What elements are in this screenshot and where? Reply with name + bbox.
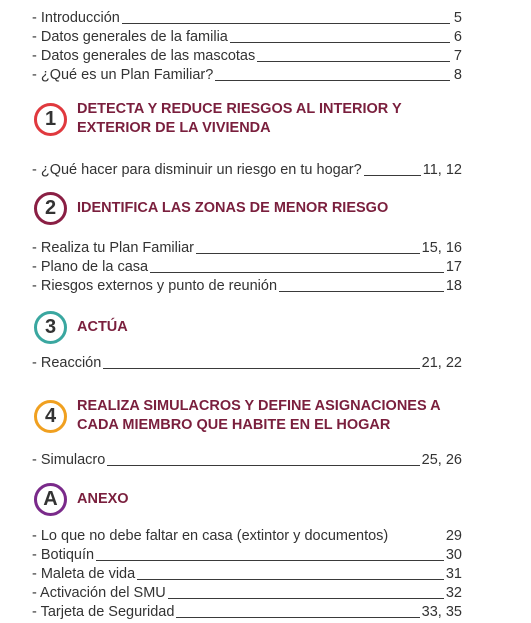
dotted-leader: [257, 61, 450, 62]
toc-entry: [32, 65, 462, 84]
toc-entry: [32, 160, 462, 179]
toc-entry-page: 30: [445, 547, 462, 563]
toc-entry-label: - ¿Qué es un Plan Familiar?: [32, 67, 214, 83]
toc-entry-page: 15, 16: [421, 240, 462, 256]
toc-entry: [32, 450, 462, 469]
dotted-leader: [122, 23, 450, 24]
toc-entry: [32, 276, 462, 295]
dotted-leader: [364, 175, 421, 176]
toc-entry-label: - Introducción: [32, 10, 120, 26]
dotted-leader: [279, 291, 444, 292]
toc-entry: [32, 238, 462, 257]
toc-entry-page: 25, 26: [421, 452, 462, 468]
toc-entry-page: 6: [453, 29, 462, 45]
toc-entry: [32, 8, 462, 27]
toc-entry-label: - ¿Qué hacer para disminuir un riesgo en tu hogar?: [32, 162, 362, 178]
toc-entry-page: 32: [445, 585, 462, 601]
section-letter-badge: A: [34, 483, 67, 516]
toc-entry-label: - Riesgos externos y punto de reunión: [32, 278, 278, 294]
toc-entry-label: - Reacción: [32, 355, 102, 371]
toc-entry-label: - Botiquín: [32, 547, 95, 563]
toc-entry: [32, 545, 462, 564]
toc-entry-page: 33, 35: [421, 604, 462, 620]
toc-entry-page: 11, 12: [422, 162, 462, 178]
section-title: DETECTA Y REDUCE RIESGOS AL INTERIOR Y EXTERIOR DE LA VIVIENDA: [77, 101, 402, 136]
toc-entry-label: - Datos generales de las mascotas: [32, 48, 256, 64]
toc-entry-page: 7: [453, 48, 462, 64]
toc-entry-label: - Realiza tu Plan Familiar: [32, 240, 194, 256]
section-title: IDENTIFICA LAS ZONAS DE MENOR RIESGO: [77, 200, 389, 216]
dotted-leader: [168, 598, 444, 599]
section-heading-annex: [34, 483, 457, 516]
section-title: ACTÚA: [77, 319, 128, 335]
toc-entry-page: 29: [445, 528, 462, 544]
dotted-leader: [103, 368, 419, 369]
toc-entry-label: - Simulacro: [32, 452, 106, 468]
toc-entry-label: - Datos generales de la familia: [32, 29, 228, 45]
toc-entry: [32, 583, 462, 602]
dotted-leader: [96, 560, 444, 561]
toc-entry: [32, 602, 462, 621]
toc-entry: [32, 353, 462, 372]
toc-entry-page: 21, 22: [421, 355, 462, 371]
dotted-leader: [230, 42, 450, 43]
toc-entry: [32, 257, 462, 276]
section-number-badge: 2: [34, 192, 67, 225]
toc-entry: [32, 564, 462, 583]
section-heading-1: [34, 100, 457, 138]
toc-entry-label: - Tarjeta de Seguridad: [32, 604, 175, 620]
section-number-badge: 1: [34, 103, 67, 136]
toc-entry-page: 18: [445, 278, 462, 294]
section-heading-4: [34, 397, 457, 435]
toc-entry-page: 8: [453, 67, 462, 83]
toc-entry-page: 17: [445, 259, 462, 275]
toc-entry-label: - Activación del SMU: [32, 585, 166, 601]
toc-entry: [32, 27, 462, 46]
toc-entry-page: 31: [445, 566, 462, 582]
toc-entry: [32, 526, 462, 545]
section-heading-2: [34, 192, 457, 225]
section-title: REALIZA SIMULACROS Y DEFINE ASIGNACIONES A CADA MIEMBRO QUE HABITE EN EL HOGAR: [77, 398, 441, 433]
toc-entry-label: - Maleta de vida: [32, 566, 136, 582]
toc-entry: [32, 46, 462, 65]
dotted-leader: [150, 272, 444, 273]
toc-entry-label: - Plano de la casa: [32, 259, 149, 275]
toc-entry-label: - Lo que no debe faltar en casa (extintor y documentos): [32, 528, 389, 544]
section-number-badge: 3: [34, 311, 67, 344]
dotted-leader: [137, 579, 444, 580]
section-title: ANEXO: [77, 491, 129, 507]
toc-entry-page: 5: [453, 10, 462, 26]
section-number-badge: 4: [34, 400, 67, 433]
dotted-leader: [176, 617, 419, 618]
section-heading-3: [34, 311, 457, 344]
dotted-leader: [196, 253, 420, 254]
dotted-leader: [107, 465, 419, 466]
dotted-leader: [215, 80, 450, 81]
